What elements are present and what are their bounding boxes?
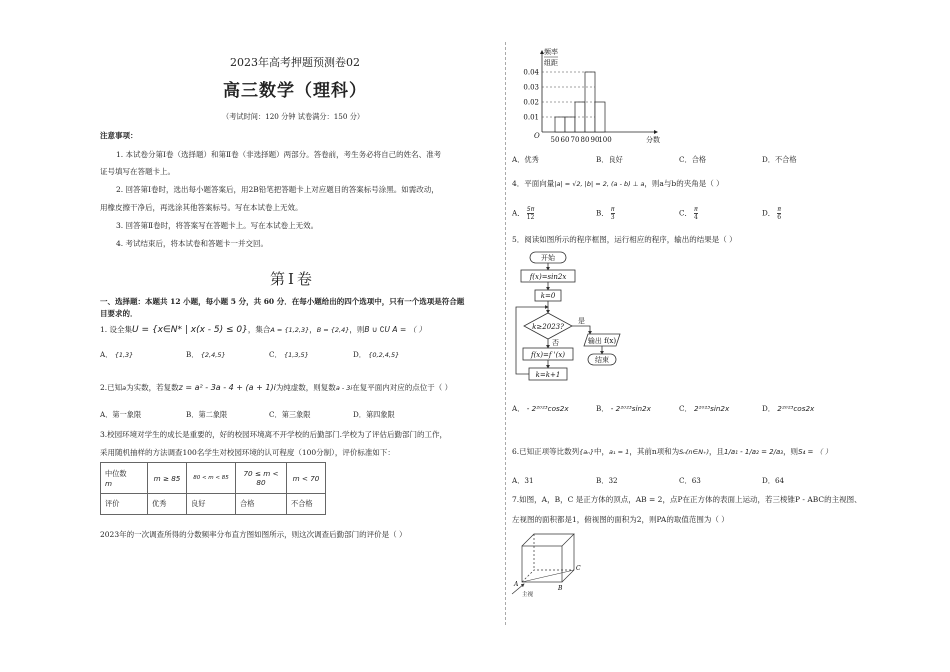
q3-option-d[interactable]: D．不合格 — [762, 155, 797, 164]
q2-option-b[interactable]: B．第二象限 — [186, 410, 228, 419]
subject-title: 高三数学（理科） — [223, 81, 367, 101]
main-view-label: 主视 — [522, 592, 534, 598]
q4-option-a[interactable]: A． $\frac{5\pi}{12}$ — [512, 206, 535, 221]
q5-option-d[interactable]: D． 2²⁰²³cos2x — [762, 404, 815, 413]
x-tick-label: 70 — [570, 136, 580, 144]
q4-option-c[interactable]: C． $\frac{\pi}{4}$ — [679, 206, 698, 221]
table-cell: 评价 — [101, 494, 148, 515]
q3-option-a[interactable]: A．优秀 — [512, 155, 539, 164]
y-tick-label: 0.04 — [523, 68, 539, 77]
q6-option-b[interactable]: B．32 — [596, 476, 618, 485]
x-axis-label: 分数 — [646, 136, 660, 144]
q4-option-d[interactable]: D． $\frac{\pi}{6}$ — [762, 206, 782, 221]
q3-option-c[interactable]: C．合格 — [679, 155, 707, 164]
flow-end-label: 结束 — [595, 356, 609, 364]
q1-option-d[interactable]: D． {0,2,4,5} — [353, 350, 400, 359]
q2-stem: 2.已知a为实数，若复数z = a² - 3a - 4 + (a + 1)i为纯虚数，则复数a - 3i在复平面内对应的点位于（ ） — [100, 383, 453, 392]
vertex-a-label: A — [514, 581, 519, 588]
table-cell: 优秀 — [148, 494, 187, 515]
program-flowchart — [508, 250, 628, 390]
flow-output-label: 输出 f(x) — [587, 337, 617, 345]
y-tick-label: 0.02 — [523, 98, 539, 107]
column-divider — [505, 42, 506, 625]
flow-derivative-label: f(x)=f '(x) — [530, 351, 566, 359]
x-axis-arrow — [654, 130, 658, 134]
notes-heading: 注意事项： — [100, 131, 138, 140]
section-instruction-b: 目要求的． — [100, 309, 138, 318]
exam-info: （考试时间：120 分钟 试卷满分：150 分） — [222, 112, 365, 121]
q1-stem: 1. 设全集U = {x∈N* | x(x - 5) ≤ 0}，集合A = {1,2,3}，B = {2,4}，则B ∪ ∁U A = （ ） — [100, 325, 426, 335]
q3-option-b[interactable]: B．良好 — [596, 155, 623, 164]
table-cell: 不合格 — [287, 494, 326, 515]
q6-option-c[interactable]: C．63 — [679, 476, 701, 485]
histogram-bar — [555, 117, 565, 132]
note-1a: 1. 本试卷分第Ⅰ卷（选择题）和第Ⅱ卷（非选择题）两部分。答卷前，考生务必将自己的姓名、准考 — [116, 150, 442, 159]
table-cell: 70 ≤ m < 80 — [236, 463, 287, 494]
flow-init-label: f(x)=sin2x — [529, 273, 567, 281]
vertex-b-label: B — [558, 585, 563, 592]
note-3: 3. 回答第Ⅱ卷时，将答案写在答题卡上。写在本试卷上无效。 — [116, 221, 319, 230]
q3-line-2: 采用随机抽样的方法调查100名学生对校园环境的认可程度（100分制），评价标准如下： — [100, 448, 395, 457]
cube-right-edges — [562, 534, 574, 582]
x-tick-label: 100 — [598, 136, 612, 144]
q2-option-c[interactable]: C．第三象限 — [269, 410, 311, 419]
flow-counter-label: k=0 — [540, 292, 556, 300]
cube-top-edges — [522, 534, 574, 546]
histogram-bar — [565, 117, 575, 132]
y-tick-label: 0.03 — [523, 83, 539, 92]
flow-no-label: 否 — [552, 339, 559, 347]
q2-option-d[interactable]: D．第四象限 — [353, 410, 395, 419]
q6-option-d[interactable]: D．64 — [762, 476, 785, 485]
note-1b: 证号填写在答题卡上。 — [100, 167, 175, 176]
x-tick-label: 50 — [550, 136, 560, 144]
q4-option-b[interactable]: B． $\frac{\pi}{3}$ — [596, 206, 615, 221]
q5-option-a[interactable]: A． - 2²⁰²³cos2x — [512, 404, 569, 413]
y-tick-label: 0.01 — [523, 113, 539, 122]
vertex-c-label: C — [576, 565, 581, 572]
x-tick-label: 60 — [560, 136, 570, 144]
note-2a: 2. 回答第Ⅰ卷时，选出每小题答案后，用2B铅笔把答题卡上对应题目的答案标号涂黑。如需改动， — [116, 185, 439, 194]
flow-start-label: 开始 — [541, 254, 555, 262]
table-row — [101, 463, 326, 494]
q7-line-2: 左视图的面积都是1，俯视图的面积为2，则PA的取值范围为（ ） — [512, 515, 729, 524]
table-cell: 良好 — [187, 494, 236, 515]
q7-line-1: 7.如图，A，B，C 是正方体的顶点，AB = 2，点P在正方体的表面上运动，若三棱锥P - ABC的主视图、 — [512, 495, 862, 504]
q1-option-c[interactable]: C． {1,3,5} — [269, 350, 309, 359]
table-header-median: 中位数 m — [101, 463, 148, 494]
q1-option-b[interactable]: B． {2,4,5} — [186, 350, 226, 359]
note-4: 4. 考试结束后，将本试卷和答题卡一并交回。 — [116, 239, 269, 248]
flow-decision-label: k≥2023? — [532, 323, 564, 331]
cube-front-face — [522, 546, 562, 582]
x-tick-label: 80 — [580, 136, 590, 144]
grade-table — [100, 462, 326, 515]
q1-option-a[interactable]: A． {1,3} — [100, 350, 134, 359]
q2-option-a[interactable]: A．第一象限 — [100, 410, 142, 419]
table-cell: m ≥ 85 — [148, 463, 187, 494]
table-row — [101, 494, 326, 515]
q6-stem: 6.已知正项等比数列{aₙ}中，a₁ = 1，其前n项和为Sₙ(n∈N₊)，且1/a₁ - 1/a₂ = 2/a₃，则S₄ = （ ） — [512, 447, 832, 456]
section-title: 第Ⅰ卷 — [270, 270, 315, 288]
q5-stem: 5．阅读如图所示的程序框图，运行相应的程序，输出的结果是（ ） — [512, 235, 737, 244]
q6-option-a[interactable]: A．31 — [512, 476, 534, 485]
origin-label: O — [534, 132, 540, 140]
frequency-histogram — [512, 44, 662, 144]
q5-option-b[interactable]: B． - 2²⁰²³sin2x — [596, 404, 651, 413]
exam-title: 2023年高考押题预测卷02 — [230, 56, 360, 69]
table-cell: 合格 — [236, 494, 287, 515]
q5-option-c[interactable]: C． 2²⁰²³sin2x — [679, 404, 730, 413]
cube-figure — [510, 528, 590, 598]
note-2b: 用橡皮擦干净后，再选涂其他答案标号。写在本试卷上无效。 — [100, 203, 303, 212]
table-cell: 80 < m < 85 — [187, 463, 236, 494]
flow-increment-label: k=k+1 — [535, 371, 561, 379]
y-axis-label-bottom: 组距 — [544, 59, 558, 67]
q4-stem: 4．平面向量|a| = √2, |b| = 2, (a - b) ⊥ a，则a与b的夹角是（ ） — [512, 179, 724, 188]
q3-line-3: 2023年的一次调查所得的分数频率分布直方图如图所示，则这次调查后勤部门的评价是（ ） — [100, 530, 407, 539]
flow-yes-label: 是 — [578, 317, 585, 325]
q3-line-1: 3.校园环境对学生的成长是重要的，好的校园环境离不开学校的后勤部门.学校为了评估后勤部门的工作， — [100, 430, 448, 439]
y-axis-label-top: 频率 — [544, 48, 558, 56]
x-tick-label: 90 — [590, 136, 600, 144]
histogram-bar — [595, 102, 605, 132]
section-instruction-a: 一、选择题：本题共 12 小题，每小题 5 分，共 60 分．在每小题给出的四个选项中，只有一个选项是符合题 — [100, 297, 465, 306]
table-cell: m < 70 — [287, 463, 326, 494]
